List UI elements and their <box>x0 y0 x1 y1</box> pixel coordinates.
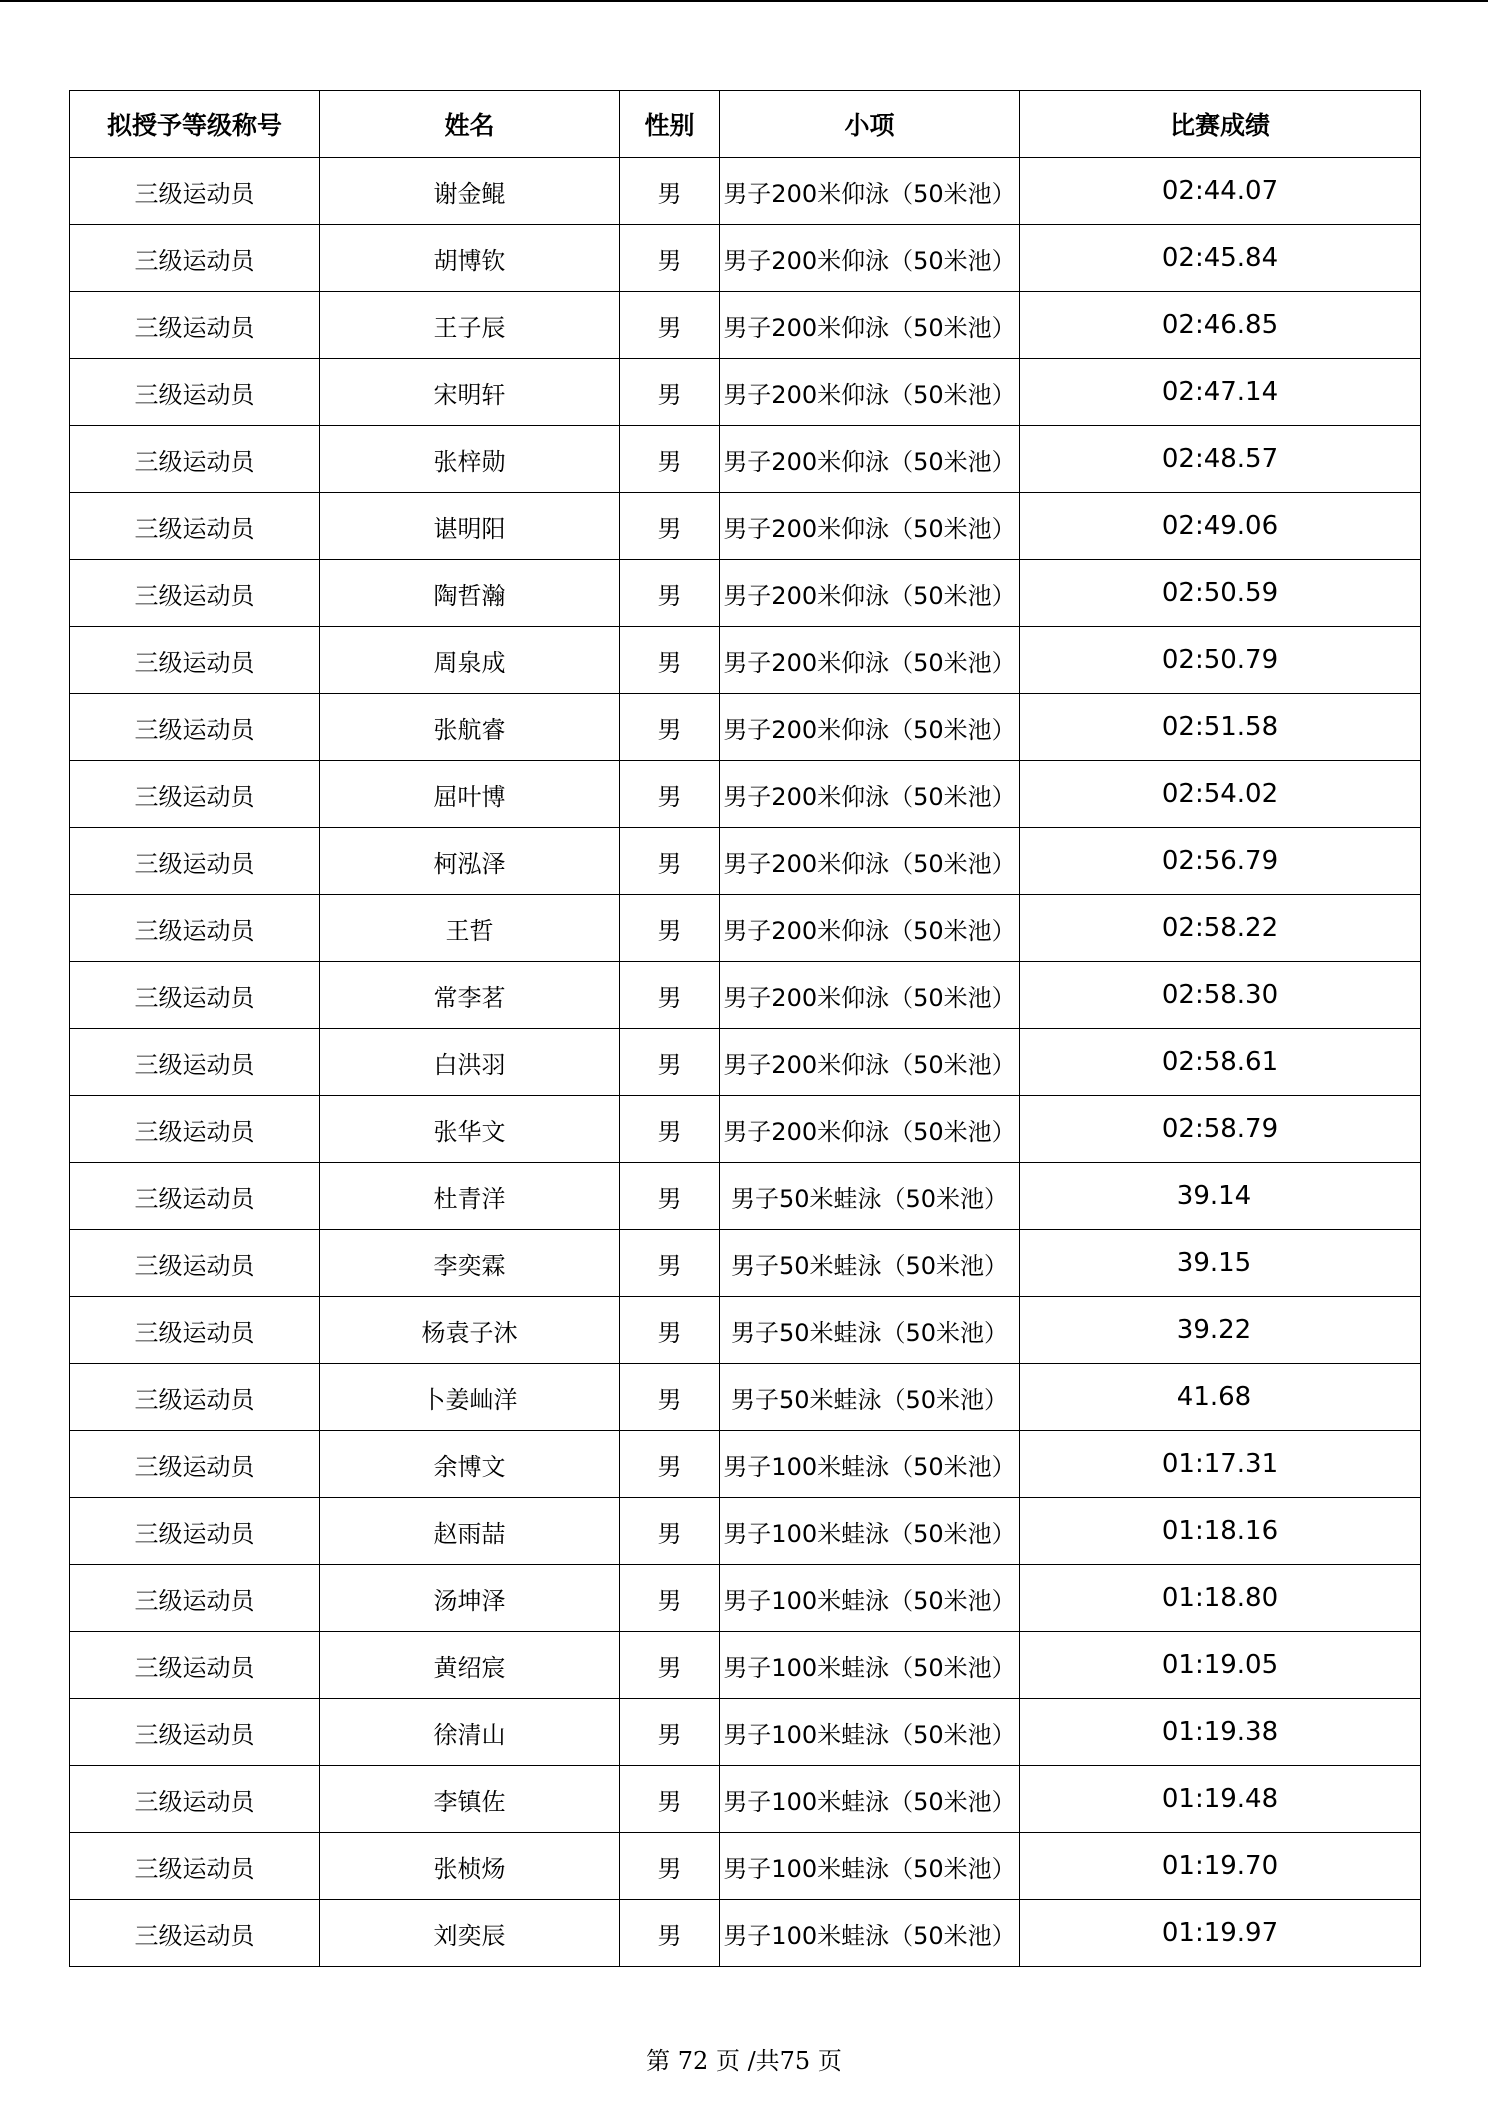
cell-gender: 男 <box>620 627 720 694</box>
cell-level: 三级运动员 <box>70 1498 320 1565</box>
cell-gender: 男 <box>620 1632 720 1699</box>
cell-result: 02:50.59 <box>1020 560 1421 627</box>
header-name: 姓名 <box>320 91 620 158</box>
cell-result: 01:19.48 <box>1020 1766 1421 1833</box>
cell-level: 三级运动员 <box>70 694 320 761</box>
table-row <box>70 560 1421 627</box>
table-row <box>70 292 1421 359</box>
table-row <box>70 1498 1421 1565</box>
header-result: 比赛成绩 <box>1020 91 1421 158</box>
cell-result: 02:58.22 <box>1020 895 1421 962</box>
cell-event: 男子200米仰泳（50米池） <box>720 493 1020 560</box>
cell-gender: 男 <box>620 560 720 627</box>
cell-result: 01:18.80 <box>1020 1565 1421 1632</box>
cell-name: 刘奕辰 <box>320 1900 620 1967</box>
cell-result: 39.22 <box>1020 1297 1421 1364</box>
cell-level: 三级运动员 <box>70 493 320 560</box>
cell-event: 男子200米仰泳（50米池） <box>720 694 1020 761</box>
cell-level: 三级运动员 <box>70 761 320 828</box>
cell-gender: 男 <box>620 1297 720 1364</box>
table-row <box>70 493 1421 560</box>
cell-name: 胡博钦 <box>320 225 620 292</box>
cell-result: 01:19.70 <box>1020 1833 1421 1900</box>
cell-name: 赵雨喆 <box>320 1498 620 1565</box>
table-row <box>70 1297 1421 1364</box>
table-row <box>70 761 1421 828</box>
cell-event: 男子100米蛙泳（50米池） <box>720 1565 1020 1632</box>
cell-result: 02:56.79 <box>1020 828 1421 895</box>
cell-event: 男子50米蛙泳（50米池） <box>720 1163 1020 1230</box>
cell-name: 王子辰 <box>320 292 620 359</box>
cell-event: 男子100米蛙泳（50米池） <box>720 1766 1020 1833</box>
cell-event: 男子200米仰泳（50米池） <box>720 359 1020 426</box>
cell-level: 三级运动员 <box>70 225 320 292</box>
cell-name: 常李茗 <box>320 962 620 1029</box>
cell-level: 三级运动员 <box>70 560 320 627</box>
cell-result: 02:48.57 <box>1020 426 1421 493</box>
cell-gender: 男 <box>620 1498 720 1565</box>
cell-result: 02:58.30 <box>1020 962 1421 1029</box>
cell-level: 三级运动员 <box>70 895 320 962</box>
cell-event: 男子200米仰泳（50米池） <box>720 895 1020 962</box>
cell-result: 02:45.84 <box>1020 225 1421 292</box>
table-row <box>70 962 1421 1029</box>
cell-gender: 男 <box>620 1699 720 1766</box>
cell-gender: 男 <box>620 292 720 359</box>
cell-level: 三级运动员 <box>70 292 320 359</box>
table-row <box>70 359 1421 426</box>
cell-result: 01:19.38 <box>1020 1699 1421 1766</box>
cell-level: 三级运动员 <box>70 828 320 895</box>
cell-event: 男子100米蛙泳（50米池） <box>720 1498 1020 1565</box>
cell-gender: 男 <box>620 1163 720 1230</box>
table-row <box>70 895 1421 962</box>
cell-event: 男子200米仰泳（50米池） <box>720 1096 1020 1163</box>
cell-level: 三级运动员 <box>70 1364 320 1431</box>
cell-event: 男子200米仰泳（50米池） <box>720 761 1020 828</box>
table-row <box>70 225 1421 292</box>
cell-level: 三级运动员 <box>70 962 320 1029</box>
cell-event: 男子100米蛙泳（50米池） <box>720 1699 1020 1766</box>
cell-gender: 男 <box>620 895 720 962</box>
cell-level: 三级运动员 <box>70 1632 320 1699</box>
cell-name: 杨袁子沐 <box>320 1297 620 1364</box>
cell-result: 01:19.05 <box>1020 1632 1421 1699</box>
cell-name: 谌明阳 <box>320 493 620 560</box>
table-header-row <box>70 91 1421 158</box>
table-row <box>70 828 1421 895</box>
cell-gender: 男 <box>620 1096 720 1163</box>
table-row <box>70 1364 1421 1431</box>
table-row <box>70 1766 1421 1833</box>
cell-name: 张航睿 <box>320 694 620 761</box>
cell-result: 01:18.16 <box>1020 1498 1421 1565</box>
cell-name: 李镇佐 <box>320 1766 620 1833</box>
cell-name: 杜青洋 <box>320 1163 620 1230</box>
cell-level: 三级运动员 <box>70 1900 320 1967</box>
table-row <box>70 1833 1421 1900</box>
cell-gender: 男 <box>620 1364 720 1431</box>
cell-name: 黄绍宸 <box>320 1632 620 1699</box>
cell-result: 02:47.14 <box>1020 359 1421 426</box>
cell-gender: 男 <box>620 426 720 493</box>
cell-event: 男子200米仰泳（50米池） <box>720 627 1020 694</box>
cell-gender: 男 <box>620 1565 720 1632</box>
header-gender: 性别 <box>620 91 720 158</box>
table-row <box>70 158 1421 225</box>
cell-name: 张桢炀 <box>320 1833 620 1900</box>
cell-event: 男子50米蛙泳（50米池） <box>720 1364 1020 1431</box>
cell-event: 男子200米仰泳（50米池） <box>720 560 1020 627</box>
cell-level: 三级运动员 <box>70 1096 320 1163</box>
cell-level: 三级运动员 <box>70 1163 320 1230</box>
cell-gender: 男 <box>620 1230 720 1297</box>
table-row <box>70 1431 1421 1498</box>
cell-level: 三级运动员 <box>70 1699 320 1766</box>
header-event: 小项 <box>720 91 1020 158</box>
cell-gender: 男 <box>620 493 720 560</box>
cell-event: 男子100米蛙泳（50米池） <box>720 1431 1020 1498</box>
cell-level: 三级运动员 <box>70 627 320 694</box>
table-row <box>70 426 1421 493</box>
cell-name: 张华文 <box>320 1096 620 1163</box>
cell-event: 男子200米仰泳（50米池） <box>720 225 1020 292</box>
cell-level: 三级运动员 <box>70 158 320 225</box>
cell-gender: 男 <box>620 828 720 895</box>
header-level: 拟授予等级称号 <box>70 91 320 158</box>
cell-name: 柯泓泽 <box>320 828 620 895</box>
cell-gender: 男 <box>620 962 720 1029</box>
cell-name: 李奕霖 <box>320 1230 620 1297</box>
cell-name: 王哲 <box>320 895 620 962</box>
cell-result: 01:19.97 <box>1020 1900 1421 1967</box>
cell-level: 三级运动员 <box>70 359 320 426</box>
cell-event: 男子100米蛙泳（50米池） <box>720 1632 1020 1699</box>
cell-result: 02:49.06 <box>1020 493 1421 560</box>
cell-result: 41.68 <box>1020 1364 1421 1431</box>
cell-result: 02:58.61 <box>1020 1029 1421 1096</box>
cell-gender: 男 <box>620 1766 720 1833</box>
cell-result: 02:50.79 <box>1020 627 1421 694</box>
cell-event: 男子200米仰泳（50米池） <box>720 426 1020 493</box>
cell-name: 白洪羽 <box>320 1029 620 1096</box>
cell-gender: 男 <box>620 761 720 828</box>
table-row <box>70 1163 1421 1230</box>
cell-result: 02:58.79 <box>1020 1096 1421 1163</box>
cell-level: 三级运动员 <box>70 1766 320 1833</box>
cell-event: 男子200米仰泳（50米池） <box>720 158 1020 225</box>
table-body <box>70 158 1421 1967</box>
cell-result: 02:54.02 <box>1020 761 1421 828</box>
cell-event: 男子200米仰泳（50米池） <box>720 292 1020 359</box>
cell-gender: 男 <box>620 359 720 426</box>
cell-level: 三级运动员 <box>70 426 320 493</box>
cell-name: 周泉成 <box>320 627 620 694</box>
table-row <box>70 694 1421 761</box>
cell-gender: 男 <box>620 694 720 761</box>
cell-event: 男子200米仰泳（50米池） <box>720 962 1020 1029</box>
page-top-border <box>0 0 1488 2</box>
cell-gender: 男 <box>620 1900 720 1967</box>
cell-result: 02:46.85 <box>1020 292 1421 359</box>
page-number: 第 72 页 /共75 页 <box>646 2047 842 2075</box>
cell-name: 屈叶博 <box>320 761 620 828</box>
table-row <box>70 1230 1421 1297</box>
cell-event: 男子200米仰泳（50米池） <box>720 1029 1020 1096</box>
cell-name: 谢金鲲 <box>320 158 620 225</box>
cell-result: 02:44.07 <box>1020 158 1421 225</box>
cell-result: 02:51.58 <box>1020 694 1421 761</box>
cell-result: 39.14 <box>1020 1163 1421 1230</box>
cell-name: 徐清山 <box>320 1699 620 1766</box>
cell-name: 张梓勋 <box>320 426 620 493</box>
cell-name: 汤坤泽 <box>320 1565 620 1632</box>
cell-gender: 男 <box>620 1029 720 1096</box>
table-row <box>70 1699 1421 1766</box>
cell-gender: 男 <box>620 158 720 225</box>
cell-event: 男子200米仰泳（50米池） <box>720 828 1020 895</box>
table-row <box>70 627 1421 694</box>
cell-name: 余博文 <box>320 1431 620 1498</box>
cell-event: 男子100米蛙泳（50米池） <box>720 1833 1020 1900</box>
cell-gender: 男 <box>620 1431 720 1498</box>
cell-name: 陶哲瀚 <box>320 560 620 627</box>
cell-level: 三级运动员 <box>70 1297 320 1364</box>
cell-event: 男子50米蛙泳（50米池） <box>720 1230 1020 1297</box>
cell-name: 卜姜屾洋 <box>320 1364 620 1431</box>
cell-gender: 男 <box>620 225 720 292</box>
cell-event: 男子100米蛙泳（50米池） <box>720 1900 1020 1967</box>
table-row <box>70 1632 1421 1699</box>
athlete-results-table <box>69 90 1421 1967</box>
cell-name: 宋明轩 <box>320 359 620 426</box>
table-row <box>70 1096 1421 1163</box>
cell-event: 男子50米蛙泳（50米池） <box>720 1297 1020 1364</box>
cell-level: 三级运动员 <box>70 1833 320 1900</box>
table-row <box>70 1900 1421 1967</box>
table-row <box>70 1029 1421 1096</box>
cell-result: 39.15 <box>1020 1230 1421 1297</box>
cell-result: 01:17.31 <box>1020 1431 1421 1498</box>
cell-level: 三级运动员 <box>70 1230 320 1297</box>
table-row <box>70 1565 1421 1632</box>
cell-level: 三级运动员 <box>70 1029 320 1096</box>
cell-level: 三级运动员 <box>70 1565 320 1632</box>
cell-level: 三级运动员 <box>70 1431 320 1498</box>
cell-gender: 男 <box>620 1833 720 1900</box>
